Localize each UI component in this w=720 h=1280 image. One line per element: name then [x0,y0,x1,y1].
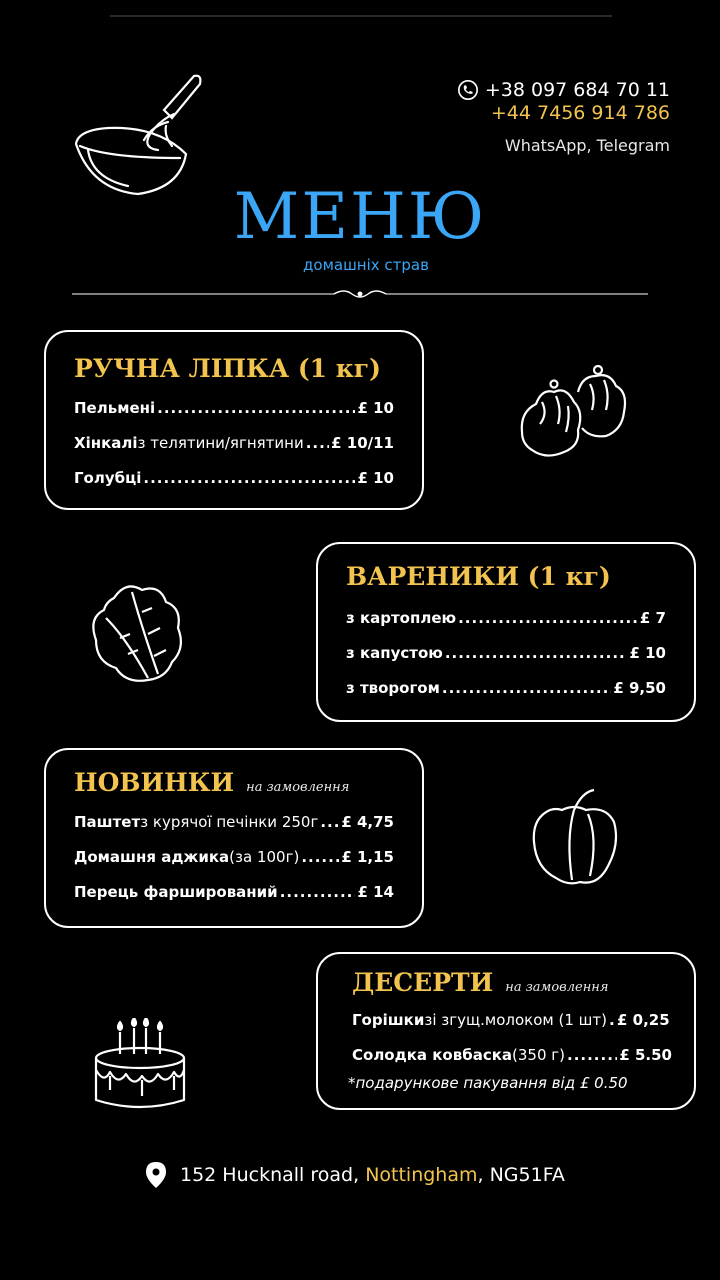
section-card-new-items [44,748,424,928]
menu-item: Перець фарширований ..... £ 14 [74,883,394,901]
menu-item: з картоплею ..... £ 7 [346,609,666,627]
section-title: РУЧНА ЛІПКА (1 кг) [74,354,381,383]
phone-number-ua[interactable]: +38 097 684 70 11 [484,79,670,101]
menu-title: МЕНЮ [233,180,487,254]
address-city: Nottingham [365,1164,478,1186]
menu-item: Паштет з курячої печінки 250г ..... £ 4,75 [74,813,394,831]
top-divider-line [110,15,612,17]
menu-item: Солодка ковбаска (350 г) ..... £ 5.50 [352,1046,672,1064]
section-title: НОВИНКИ [74,768,235,797]
section-card-varenyky [316,542,696,722]
contact-block [457,78,670,155]
section-note: на замовлення [505,980,609,995]
messengers-label: WhatsApp, Telegram [504,136,670,155]
section-note: на замовлення [246,780,350,795]
menu-item: з капустою ..... £ 10 [346,644,666,662]
menu-item: з творогом ..... £ 9,50 [346,679,666,697]
menu-item: Пельмені ..... £ 10 [74,399,394,417]
menu-item: Домашня аджика (за 100г) ..... £ 1,15 [74,848,394,866]
section-card-hand-made [44,330,424,510]
address-postcode: , NG51FA [477,1164,565,1186]
menu-item: Голубці ..... £ 10 [74,469,394,487]
menu-subtitle: домашніх страв [303,256,429,274]
section-card-desserts [316,952,696,1110]
pepper-icon [528,788,620,888]
phone-number-uk[interactable]: +44 7456 914 786 [490,102,670,124]
section-title: ВАРЕНИКИ (1 кг) [346,562,611,591]
gift-packaging-footnote: *подарункове пакування від £ 0.50 [348,1074,628,1092]
menu-item: Горішки зі згущ.молоком (1 шт) ..... £ 0,25 [352,1011,672,1029]
lettuce-icon [86,578,190,686]
menu-item: Хінкалі з телятини/ягнятини ..... £ 10/11 [74,434,394,452]
dumplings-icon [518,362,630,462]
ornament-divider [72,286,648,302]
address-street: 152 Hucknall road, [180,1164,360,1186]
phone-icon [457,79,479,101]
location-pin-icon [146,1162,166,1188]
cake-icon [90,1018,190,1114]
section-title: ДЕСЕРТИ [352,968,494,997]
address[interactable] [146,1162,565,1188]
